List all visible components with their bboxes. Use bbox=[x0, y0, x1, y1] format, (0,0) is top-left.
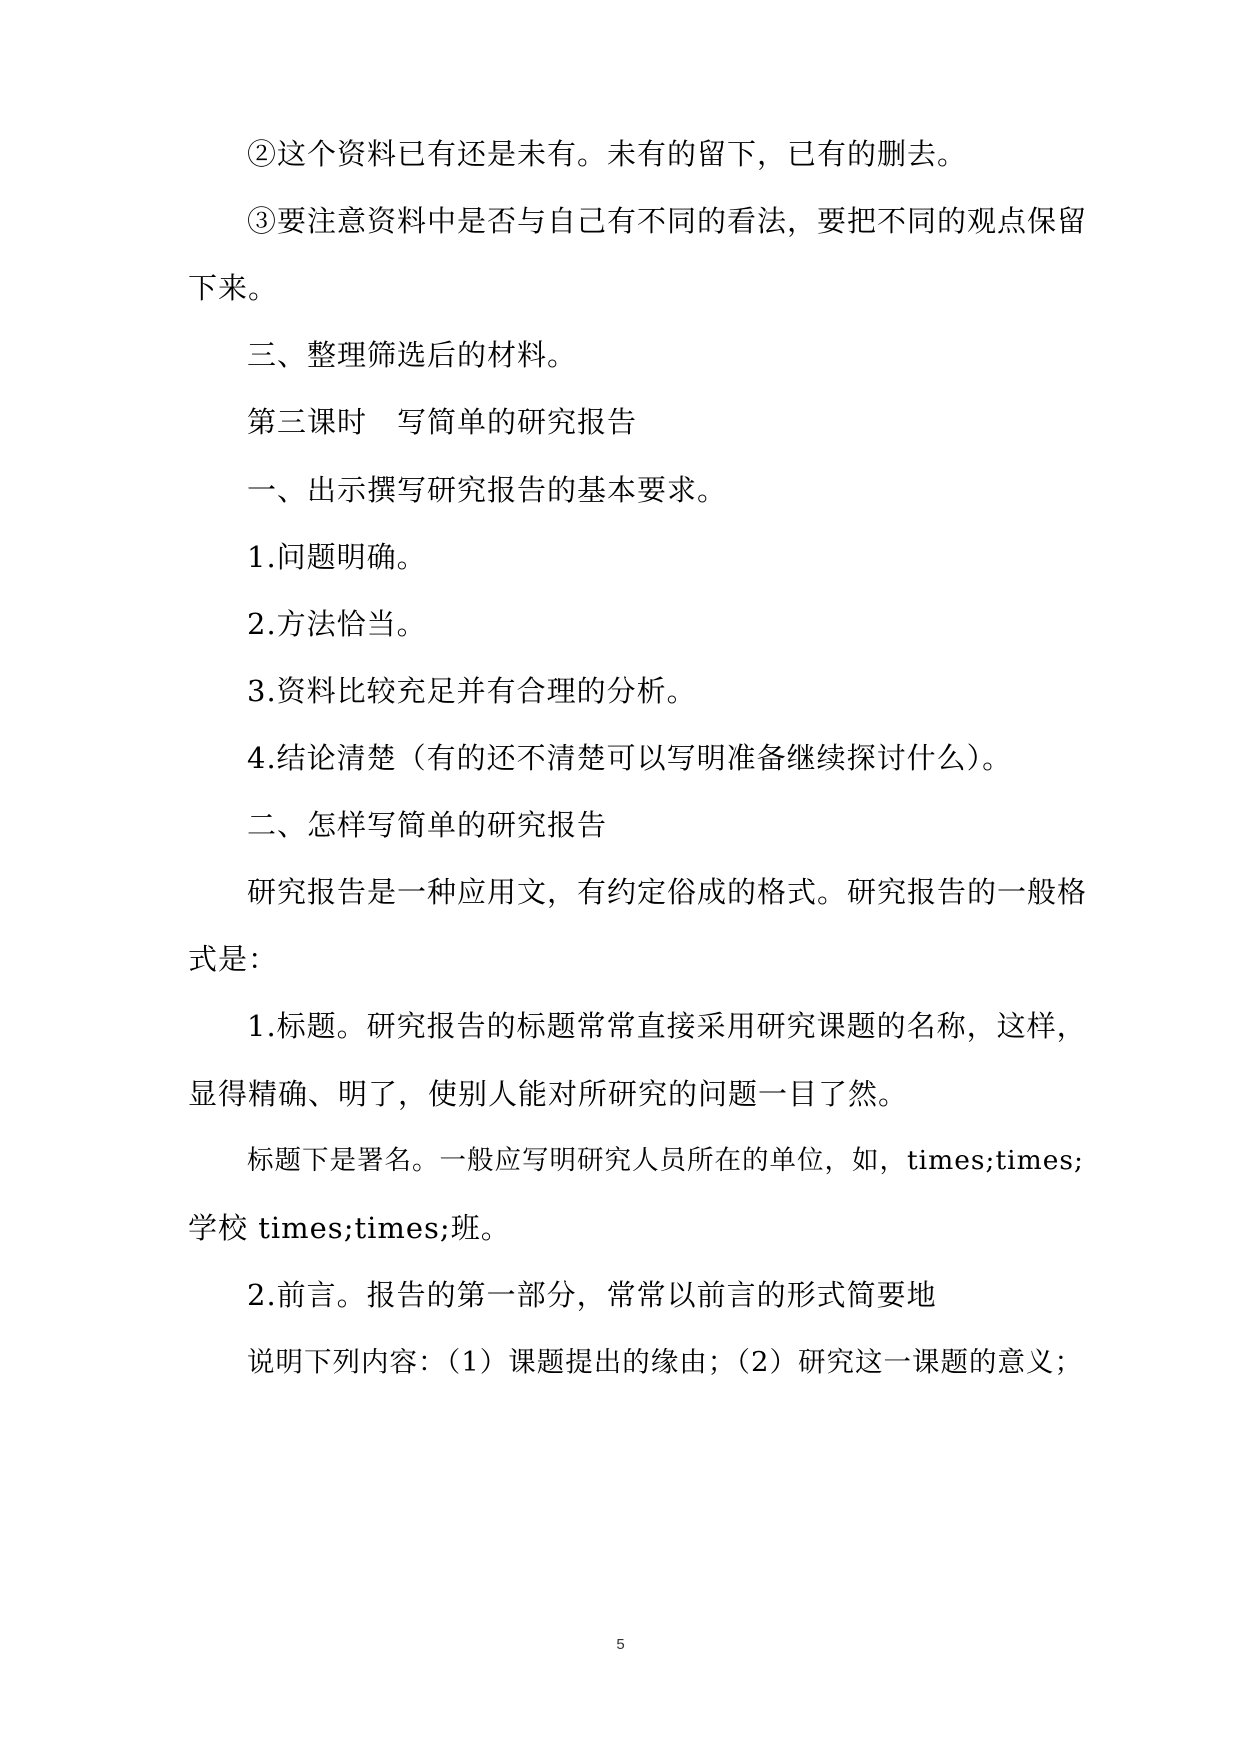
list-item: 4.结论清楚（有的还不清楚可以写明准备继续探讨什么）。 bbox=[247, 741, 1013, 775]
section-heading: 一、出示撰写研究报告的基本要求。 bbox=[247, 473, 728, 507]
paragraph-line: 学校 times;times;班。 bbox=[188, 1211, 511, 1245]
paragraph-line: 研究报告是一种应用文，有约定俗成的格式。研究报告的一般格 bbox=[247, 875, 1088, 909]
paragraph-line: 下来。 bbox=[188, 271, 279, 305]
list-item: 2.方法恰当。 bbox=[247, 607, 427, 641]
paragraph-line: ③要注意资料中是否与自己有不同的看法，要把不同的观点保留 bbox=[247, 204, 1088, 238]
list-item: 3.资料比较充足并有合理的分析。 bbox=[247, 674, 697, 708]
lesson-heading: 第三课时 写简单的研究报告 bbox=[247, 405, 638, 439]
paragraph-line: 说明下列内容：（1）课题提出的缘由；（2）研究这一课题的意义； bbox=[247, 1346, 1083, 1378]
paragraph-line: 标题下是署名。一般应写明研究人员所在的单位，如，times;times; bbox=[247, 1145, 1084, 1176]
section-heading: 三、整理筛选后的材料。 bbox=[247, 338, 578, 372]
page-number: 5 bbox=[616, 1636, 625, 1653]
list-item: 1.问题明确。 bbox=[247, 540, 427, 574]
paragraph-line: 1.标题。研究报告的标题常常直接采用研究课题的名称，这样， bbox=[247, 1009, 1087, 1043]
paragraph-line: ②这个资料已有还是未有。未有的留下，已有的删去。 bbox=[247, 137, 968, 171]
paragraph-line: 显得精确、明了，使别人能对所研究的问题一目了然。 bbox=[188, 1077, 909, 1111]
paragraph-line: 式是： bbox=[188, 942, 279, 976]
paragraph-line: 2.前言。报告的第一部分，常常以前言的形式简要地 bbox=[247, 1278, 937, 1312]
section-heading: 二、怎样写简单的研究报告 bbox=[247, 808, 608, 842]
